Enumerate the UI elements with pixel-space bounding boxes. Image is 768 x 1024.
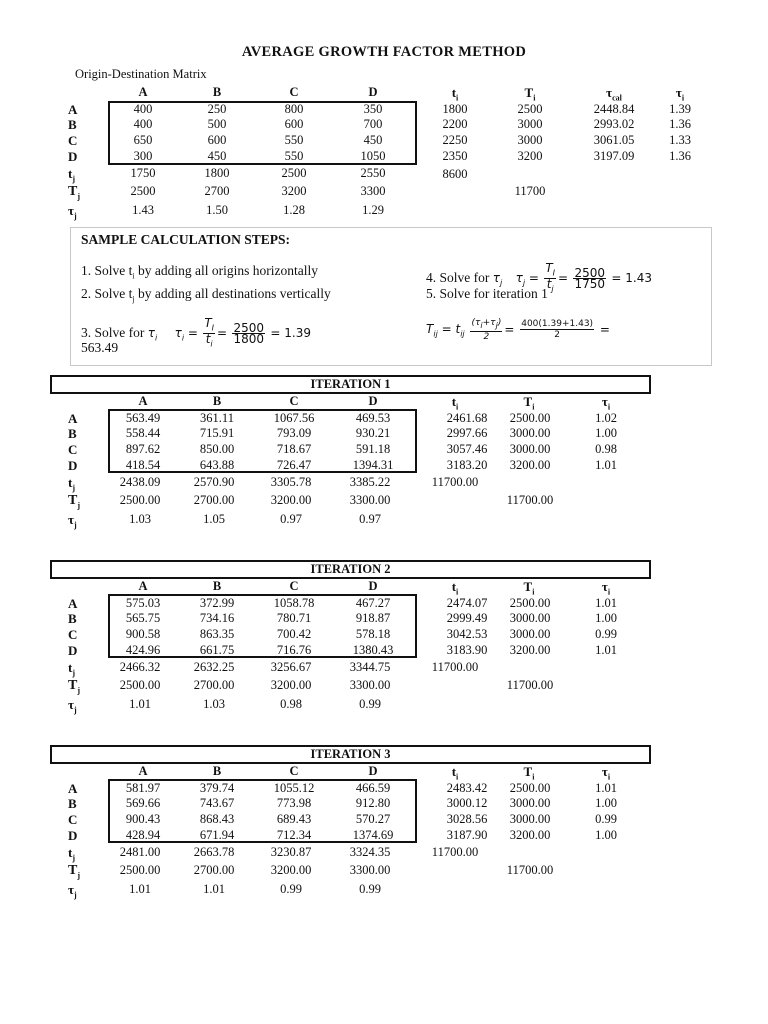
T-i-value: 3000: [517, 133, 543, 147]
tau-i-value: 1.39: [669, 102, 691, 116]
T-i-header: $T_i$: [523, 579, 535, 597]
T-i-value: 2500: [517, 102, 543, 116]
T-j-row-label: $T_j$: [68, 493, 81, 510]
T-j-value: 3300.00: [349, 863, 391, 877]
t-i-header: $t_i$: [451, 579, 459, 597]
T-j-total: 11700.00: [506, 678, 554, 692]
T-j-value: 2500.00: [119, 493, 161, 507]
column-header-A: A: [138, 394, 148, 408]
tau-i-header: $\tau_i$: [601, 764, 611, 782]
step-5-equation: $T_{ij} = t_{ij}$ $\frac{(\tau_i+\tau_j)}{2}$ = $\frac{400(1.39+1.43)}{2}$ =: [426, 318, 610, 342]
matrix-cell: 1374.69: [352, 828, 394, 842]
matrix-cell: 563.49: [125, 411, 161, 425]
T-j-value: 2700: [204, 184, 230, 198]
t-i-header: $t_i$: [451, 85, 459, 103]
matrix-cell: 569.66: [125, 796, 161, 810]
T-j-value: 3300: [360, 184, 386, 198]
matrix-cell: 700.42: [276, 627, 312, 641]
T-i-value: 3200.00: [509, 458, 551, 472]
t-j-value: 1750: [130, 166, 156, 180]
matrix-cell: 469.53: [355, 411, 391, 425]
T-j-total: 11700.00: [506, 863, 554, 877]
tau-j-row-label: $\tau_j$: [68, 882, 77, 900]
tau-j-value: 0.99: [359, 697, 381, 711]
column-header-B: B: [212, 764, 222, 778]
T-j-value: 3300.00: [349, 678, 391, 692]
row-label-B: B: [68, 796, 77, 811]
matrix-cell: 581.97: [125, 781, 161, 795]
tau-j-value: 0.99: [359, 882, 381, 896]
matrix-cell: 726.47: [276, 458, 312, 472]
t-j-value: 3344.75: [349, 660, 391, 674]
tau-j-value: 1.01: [203, 882, 225, 896]
tau-j-value: 1.50: [206, 203, 228, 217]
column-header-B: B: [212, 85, 222, 99]
matrix-cell: 712.34: [276, 828, 312, 842]
T-i-value: 3200.00: [509, 828, 551, 842]
tau-j-value: 1.28: [283, 203, 305, 217]
t-i-value: 1800: [442, 102, 468, 116]
step-1: 1. Solve $t_i$ by adding all origins horizontally: [81, 263, 318, 281]
t-i-value: 3028.56: [446, 812, 488, 826]
matrix-cell: 424.96: [125, 643, 161, 657]
matrix-cell: 689.43: [276, 812, 312, 826]
t-i-value: 2999.49: [446, 611, 488, 625]
column-header-A: A: [138, 764, 148, 778]
column-header-D: D: [368, 764, 378, 778]
matrix-cell: 734.16: [199, 611, 235, 625]
tau-i-value: 1.36: [669, 149, 691, 163]
t-i-value: 2200: [442, 117, 468, 131]
t-j-value: 3230.87: [270, 845, 312, 859]
matrix-cell: 575.03: [125, 596, 161, 610]
matrix-cell: 565.75: [125, 611, 161, 625]
matrix-cell: 900.43: [125, 812, 161, 826]
t-j-row-label: $t_j$: [68, 475, 76, 493]
matrix-cell: 361.11: [200, 411, 234, 425]
matrix-cell: 800: [284, 102, 304, 116]
t-j-total: 11700.00: [431, 845, 479, 859]
T-j-row-label: $T_j$: [68, 678, 81, 695]
matrix-cell: 400: [133, 117, 153, 131]
t-j-value: 1800: [204, 166, 230, 180]
matrix-cell: 300: [133, 149, 153, 163]
tau-i-header: $\tau_i$: [601, 579, 611, 597]
step-2: 2. Solve $t_j$ by adding all destinations vertically: [81, 286, 331, 304]
T-j-value: 2700.00: [193, 493, 235, 507]
t-j-value: 2438.09: [119, 475, 161, 489]
matrix-cell: 1050: [360, 149, 386, 163]
t-j-value: 2663.78: [193, 845, 235, 859]
matrix-cell: 715.91: [199, 426, 235, 440]
tau-i-value: 0.98: [595, 442, 617, 456]
row-label-B: B: [68, 426, 77, 441]
matrix-cell: 868.43: [199, 812, 235, 826]
tau-i-value: 0.99: [595, 812, 617, 826]
matrix-cell: 1067.56: [273, 411, 315, 425]
t-j-value: 3256.67: [270, 660, 312, 674]
tau-j-row-label: $\tau_j$: [68, 203, 77, 221]
matrix-cell: 450: [207, 149, 227, 163]
T-i-header: $T_i$: [524, 85, 536, 103]
matrix-cell: 550: [284, 149, 304, 163]
matrix-cell: 1380.43: [352, 643, 394, 657]
matrix-cell: 250: [207, 102, 227, 116]
column-header-C: C: [289, 579, 299, 593]
T-i-value: 3200: [517, 149, 543, 163]
t-j-value: 3385.22: [349, 475, 391, 489]
row-label-C: C: [68, 442, 78, 457]
T-j-row-label: $T_j$: [68, 184, 81, 201]
T-j-value: 2500.00: [119, 863, 161, 877]
t-j-total: 11700.00: [431, 660, 479, 674]
matrix-cell: 500: [207, 117, 227, 131]
tau-i-value: 1.01: [595, 458, 617, 472]
matrix-cell: 600: [207, 133, 227, 147]
matrix-cell: 418.54: [125, 458, 161, 472]
t-i-value: 2250: [442, 133, 468, 147]
t-i-value: 3057.46: [446, 442, 488, 456]
row-label-C: C: [68, 133, 78, 148]
tau-j-value: 1.01: [129, 697, 151, 711]
matrix-cell: 716.76: [276, 643, 312, 657]
T-j-value: 3200: [281, 184, 307, 198]
matrix-cell: 793.09: [276, 426, 312, 440]
step-4: 4. Solve for $\tau_j$ $\tau_j$ = $\frac{T_I}{t_j}$ = $\frac{2500}{1750}$ = 1.43: [426, 261, 652, 294]
tau-i-value: 1.33: [669, 133, 691, 147]
matrix-cell: 912.80: [355, 796, 391, 810]
tau-cal-value: 2993.02: [593, 117, 635, 131]
T-i-value: 3200.00: [509, 643, 551, 657]
iteration-title: ITERATION 1: [50, 375, 651, 394]
matrix-cell: 466.59: [355, 781, 391, 795]
matrix-cell: 743.67: [199, 796, 235, 810]
T-j-row-label: $T_j$: [68, 863, 81, 880]
tau-i-value: 1.00: [595, 611, 617, 625]
matrix-subtitle: Origin-Destination Matrix: [75, 67, 207, 81]
matrix-cell: 428.94: [125, 828, 161, 842]
T-i-value: 3000.00: [509, 442, 551, 456]
row-label-A: A: [68, 781, 78, 796]
column-header-B: B: [212, 394, 222, 408]
T-j-total: 11700.00: [506, 493, 554, 507]
column-header-C: C: [289, 85, 299, 99]
iteration-title: ITERATION 3: [50, 745, 651, 764]
column-header-D: D: [368, 579, 378, 593]
tau-cal-header: $\tau_{cal}$: [606, 85, 622, 103]
t-i-value: 3042.53: [446, 627, 488, 641]
matrix-cell: 570.27: [355, 812, 391, 826]
sample-calculation-box: [70, 227, 712, 366]
matrix-cell: 700: [363, 117, 383, 131]
T-i-header: $T_i$: [523, 394, 535, 412]
t-i-value: 3000.12: [446, 796, 488, 810]
matrix-cell: 718.67: [276, 442, 312, 456]
column-header-B: B: [212, 579, 222, 593]
T-i-value: 3000: [517, 117, 543, 131]
row-label-D: D: [68, 643, 78, 658]
row-label-D: D: [68, 458, 78, 473]
matrix-cell: 550: [284, 133, 304, 147]
tau-i-value: 1.01: [595, 781, 617, 795]
t-i-value: 2461.68: [446, 411, 488, 425]
t-j-row-label: $t_j$: [68, 660, 76, 678]
T-i-value: 3000.00: [509, 796, 551, 810]
matrix-cell: 850.00: [199, 442, 235, 456]
row-label-A: A: [68, 411, 78, 426]
matrix-cell: 671.94: [199, 828, 235, 842]
matrix-cell: 578.18: [355, 627, 391, 641]
tau-j-value: 0.97: [280, 512, 302, 526]
t-i-value: 2483.42: [446, 781, 488, 795]
tau-j-value: 1.03: [129, 512, 151, 526]
column-header-A: A: [138, 579, 148, 593]
row-label-D: D: [68, 149, 78, 164]
column-header-C: C: [289, 764, 299, 778]
t-j-value: 2481.00: [119, 845, 161, 859]
matrix-cell: 780.71: [276, 611, 312, 625]
t-i-value: 2474.07: [446, 596, 488, 610]
T-i-value: 3000.00: [509, 611, 551, 625]
tau-j-value: 0.97: [359, 512, 381, 526]
matrix-cell: 643.88: [199, 458, 235, 472]
matrix-cell: 467.27: [355, 596, 391, 610]
T-j-value: 2500.00: [119, 678, 161, 692]
tau-i-value: 1.36: [669, 117, 691, 131]
t-i-value: 3183.20: [446, 458, 488, 472]
tau-i-value: 1.00: [595, 796, 617, 810]
tau-i-value: 1.00: [595, 828, 617, 842]
t-j-value: 2466.32: [119, 660, 161, 674]
matrix-cell: 450: [363, 133, 383, 147]
T-i-value: 2500.00: [509, 596, 551, 610]
matrix-cell: 661.75: [199, 643, 235, 657]
t-j-value: 3324.35: [349, 845, 391, 859]
matrix-cell: 400: [133, 102, 153, 116]
tau-i-value: 1.01: [595, 643, 617, 657]
t-j-value: 2632.25: [193, 660, 235, 674]
iteration-title: ITERATION 2: [50, 560, 651, 579]
tau-cal-value: 3061.05: [593, 133, 635, 147]
t-i-value: 3183.90: [446, 643, 488, 657]
tau-i-value: 1.01: [595, 596, 617, 610]
t-j-row-label: $t_j$: [68, 166, 76, 184]
T-j-value: 2700.00: [193, 863, 235, 877]
t-i-header: $t_i$: [451, 394, 459, 412]
matrix-cell: 1394.31: [352, 458, 394, 472]
matrix-cell: 900.58: [125, 627, 161, 641]
step-3: 3. Solve for $\tau_i$ $\tau_i$ = $\frac{T_I}{t_i}$ = $\frac{2500}{1800}$ = 1.39: [81, 316, 311, 349]
tau-j-value: 1.05: [203, 512, 225, 526]
tau-i-header: $\tau_i$: [601, 394, 611, 412]
tau-j-value: 0.99: [280, 882, 302, 896]
row-label-A: A: [68, 596, 78, 611]
tau-i-value: 0.99: [595, 627, 617, 641]
row-label-B: B: [68, 117, 77, 132]
T-i-header: $T_i$: [523, 764, 535, 782]
matrix-cell: 379.74: [199, 781, 235, 795]
matrix-cell: 558.44: [125, 426, 161, 440]
column-header-D: D: [368, 85, 378, 99]
t-j-row-label: $t_j$: [68, 845, 76, 863]
matrix-cell: 897.62: [125, 442, 161, 456]
matrix-cell: 600: [284, 117, 304, 131]
matrix-cell: 1058.78: [273, 596, 315, 610]
tau-i-value: 1.00: [595, 426, 617, 440]
T-i-value: 3000.00: [509, 627, 551, 641]
column-header-D: D: [368, 394, 378, 408]
tau-j-value: 0.98: [280, 697, 302, 711]
T-i-value: 3000.00: [509, 812, 551, 826]
t-j-value: 2550: [360, 166, 386, 180]
T-j-value: 3200.00: [270, 678, 312, 692]
t-j-value: 3305.78: [270, 475, 312, 489]
T-i-value: 2500.00: [509, 411, 551, 425]
matrix-cell: 863.35: [199, 627, 235, 641]
tau-cal-value: 3197.09: [593, 149, 635, 163]
tau-i-value: 1.02: [595, 411, 617, 425]
T-i-value: 3000.00: [509, 426, 551, 440]
page-title: AVERAGE GROWTH FACTOR METHOD: [241, 44, 527, 60]
matrix-cell: 350: [363, 102, 383, 116]
T-j-value: 2700.00: [193, 678, 235, 692]
step-5: 5. Solve for iteration 1: [426, 286, 548, 301]
matrix-cell: 930.21: [355, 426, 391, 440]
tau-j-value: 1.03: [203, 697, 225, 711]
row-label-A: A: [68, 102, 78, 117]
t-i-header: $t_i$: [451, 764, 459, 782]
tau-j-value: 1.01: [129, 882, 151, 896]
matrix-cell: 372.99: [199, 596, 235, 610]
column-header-C: C: [289, 394, 299, 408]
t-i-value: 2997.66: [446, 426, 488, 440]
t-i-value: 2350: [442, 149, 468, 163]
matrix-cell: 1055.12: [273, 781, 315, 795]
T-i-value: 2500.00: [509, 781, 551, 795]
t-j-value: 2570.90: [193, 475, 235, 489]
T-j-value: 2500: [130, 184, 156, 198]
row-label-D: D: [68, 828, 78, 843]
t-i-value: 3187.90: [446, 828, 488, 842]
tau-j-row-label: $\tau_j$: [68, 512, 77, 530]
t-j-value: 2500: [281, 166, 307, 180]
t-j-total: 8600: [442, 167, 468, 181]
matrix-cell: 650: [133, 133, 153, 147]
T-j-value: 3200.00: [270, 493, 312, 507]
row-label-C: C: [68, 627, 78, 642]
row-label-B: B: [68, 611, 77, 626]
T-j-value: 3200.00: [270, 863, 312, 877]
t-j-total: 11700.00: [431, 475, 479, 489]
tau-j-row-label: $\tau_j$: [68, 697, 77, 715]
sample-heading: SAMPLE CALCULATION STEPS:: [81, 232, 291, 247]
step-3-result: 563.49: [81, 340, 119, 355]
T-j-value: 3300.00: [349, 493, 391, 507]
T-j-total: 11700: [514, 184, 546, 198]
column-header-A: A: [138, 85, 148, 99]
tau-j-value: 1.29: [362, 203, 384, 217]
matrix-cell: 773.98: [276, 796, 312, 810]
tau-cal-value: 2448.84: [593, 102, 635, 116]
matrix-cell: 918.87: [355, 611, 391, 625]
tau-j-value: 1.43: [132, 203, 154, 217]
row-label-C: C: [68, 812, 78, 827]
tau-i-header: $\tau_i$: [675, 85, 685, 103]
matrix-cell: 591.18: [355, 442, 391, 456]
